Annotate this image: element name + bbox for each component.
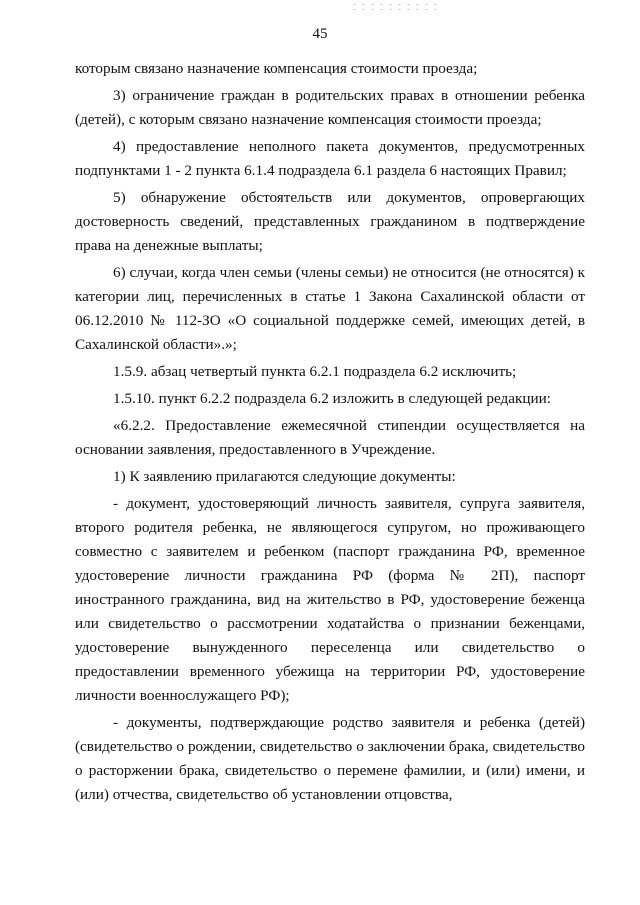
paragraph: 1.5.10. пункт 6.2.2 подраздела 6.2 изложить в следующей редакции:	[113, 390, 551, 407]
document-body	[75, 57, 585, 810]
paragraph: которым связано назначение компенсация стоимости проезда;	[75, 60, 478, 77]
paragraph: - документ, удостоверяющий личность заявителя, супруга заявителя, второго родителя ребенка, не являющегося супругом, но проживающего совместно с заявителем и ребенком (паспорт гражданина РФ, временное удостоверение личности гражданина РФ (форма № 2П), паспорт иностранного гражданина, вид на жительство в РФ, удостоверение беженца или свидетельство о рассмотрении ходатайства о признании беженцами, удостоверение вынужденного переселенца или свидетельство о предоставлении временного убежища на территории РФ, удостоверение личности военнослужащего РФ);	[75, 495, 585, 704]
paragraph: 1) К заявлению прилагаются следующие документы:	[113, 468, 456, 485]
page-number: 45	[312, 26, 328, 42]
scan-artifact	[350, 2, 440, 10]
paragraph: 1.5.9. абзац четвертый пункта 6.2.1 подраздела 6.2 исключить;	[113, 363, 517, 380]
paragraph: 5) обнаружение обстоятельств или документов, опровергающих достоверность сведений, представленных гражданином в подтверждение права на денежные выплаты;	[75, 189, 585, 254]
paragraph: 4) предоставление неполного пакета документов, предусмотренных подпунктами 1 - 2 пункта 6.1.4 подраздела 6.1 раздела 6 настоящих Правил;	[75, 138, 585, 179]
paragraph: 3) ограничение граждан в родительских правах в отношении ребенка (детей), с которым связано назначение компенсация стоимости проезда;	[75, 87, 585, 128]
paragraph: 6) случаи, когда член семьи (члены семьи) не относится (не относятся) к категории лиц, перечисленных в статье 1 Закона Сахалинской области от 06.12.2010 № 112-ЗО «О социальной поддержке семей, имеющих детей, в Сахалинской области».»;	[75, 264, 585, 353]
paragraph: - документы, подтверждающие родство заявителя и ребенка (детей) (свидетельство о рождении, свидетельство о заключении брака, свидетельство о расторжении брака, свидетельство о перемене фамилии, и (или) имени, и (или) отчества, свидетельство об установлении отцовства,	[75, 714, 585, 803]
paragraph: «6.2.2. Предоставление ежемесячной стипендии осуществляется на основании заявления, предоставленного в Учреждение.	[75, 417, 585, 458]
